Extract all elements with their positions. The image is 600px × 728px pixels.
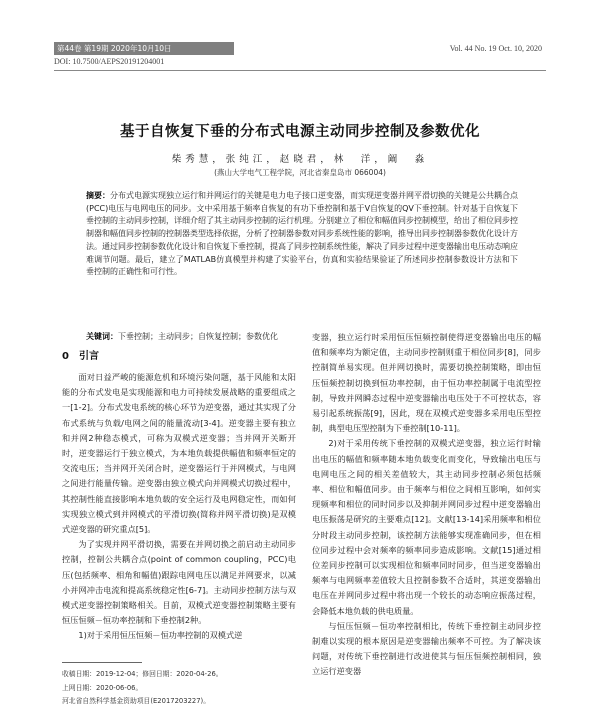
header-rule	[54, 70, 546, 71]
abstract	[86, 190, 518, 279]
footnotes	[62, 668, 223, 709]
journal-volume-english: Vol. 44 No. 19 Oct. 10, 2020	[449, 44, 542, 53]
keywords-text: 下垂控制；主动同步；自恢复控制；参数优化	[118, 332, 278, 341]
paragraph: 面对日益严峻的能源危机和环境污染问题，基于风能和太阳能的分布式发电是实现能源和电力可持续发展战略的重要组成之一[1-2]。分布式发电系统的核心环节为逆变器，通过其实现了分布式系统与负载/电网之间的能量流动[3-4]。逆变器主要有独立和并网2种稳态模式，可称为双模式逆变器；当并网开关断开时，逆变器运行于独立模式，为本地负载提供幅值和频率恒定的交流电压；当并网开关闭合时，逆变器运行于并网模式，与电网之间进行能量传输。逆变器由独立模式向并网模式切换过程中，其控制性能直接影响本地负载的安全运行及电网稳定性，而如何实现独立模式到并网模式的平滑切换(简称并网平滑切换)是双模式逆变器的研究重点[5]。	[62, 372, 296, 535]
paragraph: 变器，独立运行时采用恒压恒频控制使得逆变器输出电压的幅值和频率均为额定值，主动同步控制则重于相位同步[8]，同步控制简单易实现。但并网切换时，需要切换控制策略，即由恒压恒频控制切换到恒功率控制，由于恒功率控制属于电流型控制，导致并网瞬态过程中逆变器输出电压处于不可控状态，容易引起系统振荡[9]，因此，现在双模式逆变器多采用电压型控制，典型电压型控制为下垂控制[10-11]。	[312, 332, 541, 434]
author-list: 柴秀慧，张纯江，赵晓君，林 洋，阚 淼	[171, 154, 429, 165]
footnote-funding: 河北省自然科学基金资助项目(E2017203227)。	[62, 697, 210, 705]
paragraph: 2)对于采用传统下垂控制的双模式逆变器，独立运行时输出电压的幅值和频率随本地负载变化而变化，导致输出电压与电网电压之间的相关差值较大，其主动同步控制必须包括频率、相位和幅值同步。由于频率与相位之间相互影响，如何实现频率和相位的同时同步以及抑制并网同步过程中逆变器输出电压振荡是研究的主要难点[12]。文献[13-14]采用频率和相位分时段主动同步控制，该控制方法能够实现准确同步，但在相位同步过程中会对频率的频率同步造成影响。文献[15]通过相位差同步控制可以实现相位和频率同时同步，但当逆变器输出频率与电网频率差值较大且控制参数不合适时，其逆变器输出电压在并网同步过程中将出现一个较长的动态响应振荡过程，会降低本地负载的供电质量。	[312, 438, 541, 616]
right-column	[312, 330, 541, 680]
footnote-online: 上网日期：2020-06-06。	[62, 683, 143, 692]
footnote-received: 收稿日期：2019-12-04；修回日期：2020-04-26。	[62, 670, 223, 678]
keywords-label: 关键词：	[86, 332, 118, 341]
journal-volume-issue: 第44卷 第19期 2020年10月10日	[57, 44, 172, 53]
abstract-text: 分布式电源实现独立运行和并网运行的关键是电力电子接口逆变器，而实现逆变器并网平滑切换的关键是公共耦合点(PCC)电压与电网电压的同步。文中采用基于频率自恢复的有功下垂控制和基于V自恢复的QV下垂控制。针对基于自恢复下垂控制的主动同步控制，详细介绍了其主动同步控制的运行机理。分别建立了相位和幅值同步控制模型，给出了相位同步控制器和幅值同步控制的控制器类型选择依据，分析了控制器参数对同步系统性能的影响，推导出同步控制器参数优化设计方法。通过同步控制参数优化设计和自恢复下垂控制，提高了同步控制系统性能，解决了同步过程中逆变器输出电压动态响应难调节问题。最后，建立了MATLAB仿真模型并构建了实验平台，仿真和实验结果验证了所述同步控制参数设计方法和下垂控制的正确性和可行性。	[86, 191, 518, 277]
abstract-label: 摘要：	[86, 191, 110, 200]
paper-title: 基于自恢复下垂的分布式电源主动同步控制及参数优化	[120, 124, 480, 140]
affiliation: (燕山大学电气工程学院，河北省秦皇岛市 066004)	[214, 168, 386, 177]
section-heading-intro: 0 引言	[62, 351, 99, 362]
left-column	[62, 330, 296, 644]
paragraph: 为了实现并网平滑切换，需要在并网切换之前启动主动同步控制，控制公共耦合点(point of common coupling，PCC)电压(包括频率、相角和幅值)跟踪电网电压以满足并网要求，以减小并网冲击电流和提高系统稳定性[6-7]。主动同步控制方法与双模式逆变器控制策略相关。目前，双模式逆变器控制策略主要有恒压恒频－恒功率控制和下垂控制2种。	[62, 539, 296, 626]
paragraph: 与恒压恒频－恒功率控制相比，传统下垂控制主动同步控制难以实现的根本原因是逆变器输出频率不可控。为了解决该问题，对传统下垂控制进行改进使其与恒压恒频控制相同，独立运行逆变器	[312, 620, 541, 677]
paragraph: 1)对于采用恒压恒频－恒功率控制的双模式逆	[78, 630, 243, 641]
footnote-rule	[62, 662, 142, 663]
doi: DOI: 10.7500/AEPS20191204001	[54, 57, 165, 66]
